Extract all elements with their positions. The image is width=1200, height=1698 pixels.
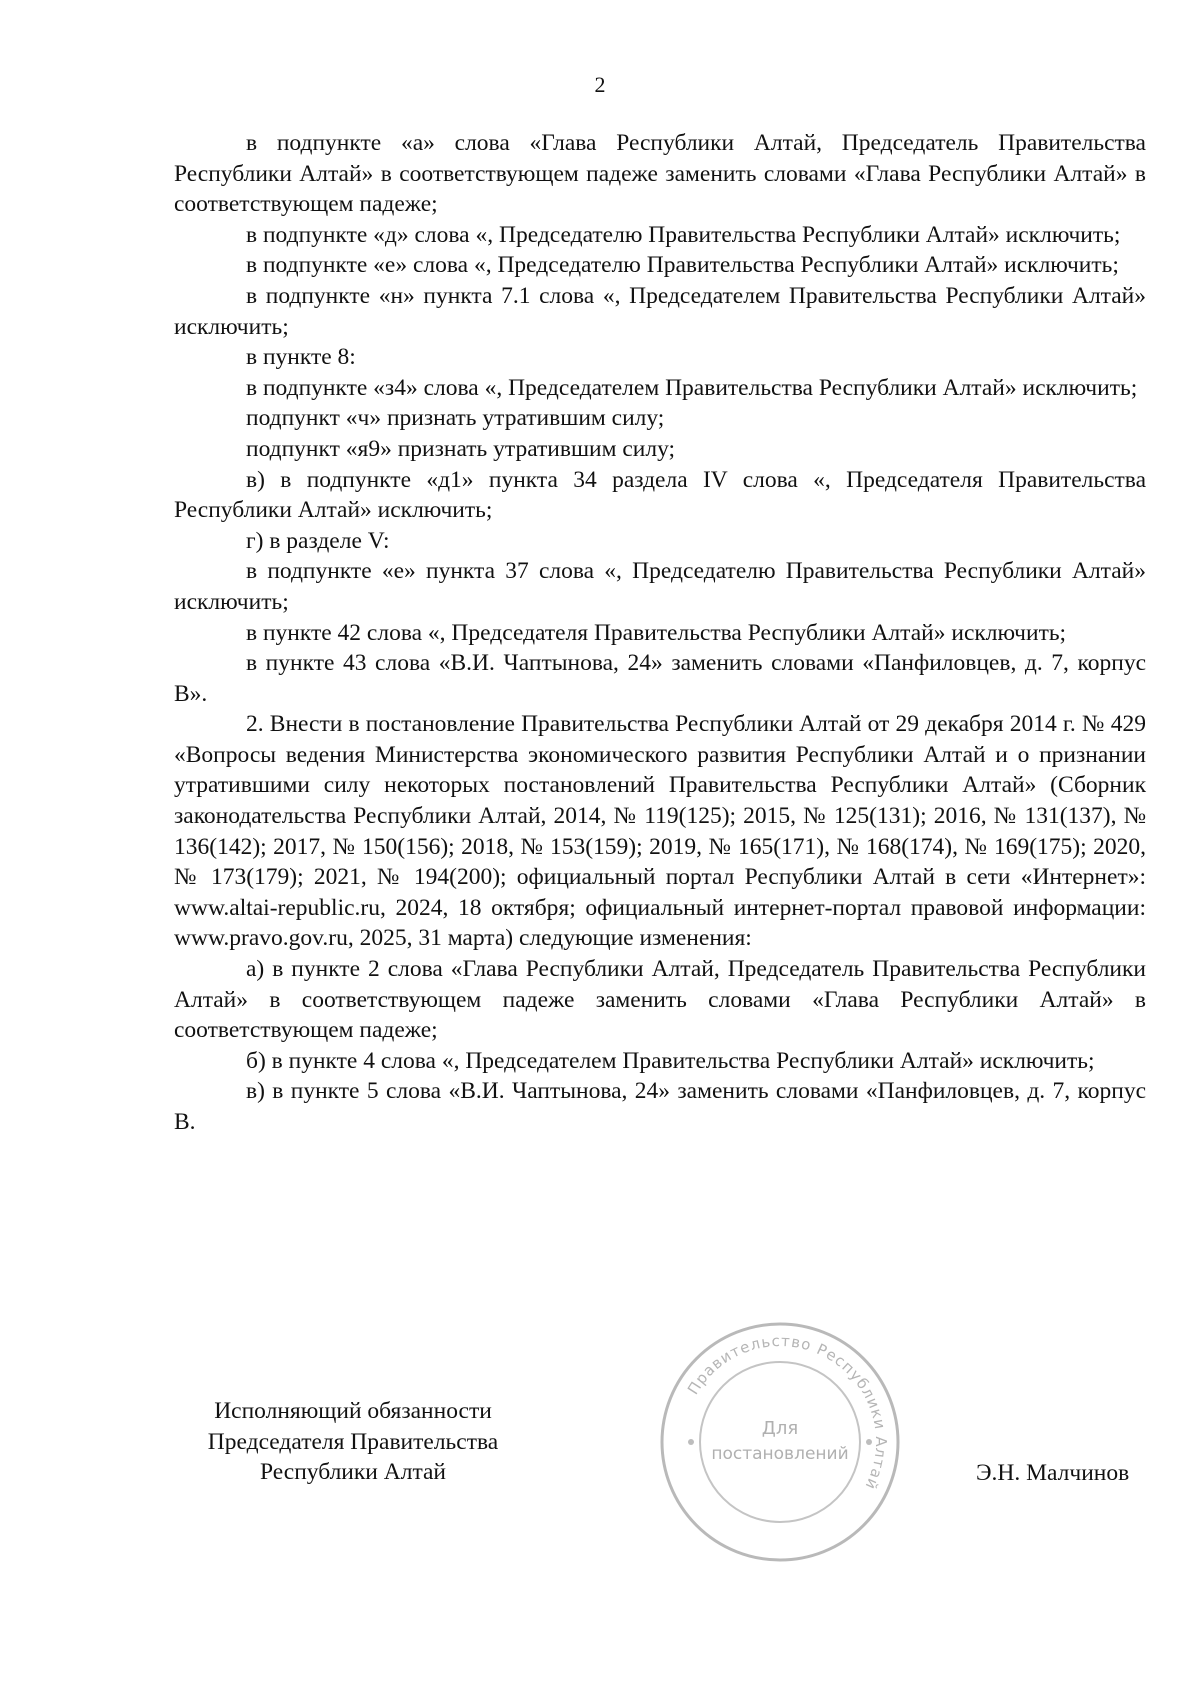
signatory-position: [180, 1396, 526, 1488]
paragraph: в пункте 42 слова «, Председателя Правительства Республики Алтай» исключить;: [246, 619, 1067, 646]
paragraph: в подпункте «а» слова «Глава Республики Алтай, Председатель Правительства Республики Алтай» в соответствующем падеже заменить словами «Глава Республики Алтай» в соответствующем падеже;: [174, 130, 1146, 218]
paragraph: в подпункте «н» пункта 7.1 слова «, Председателем Правительства Республики Алтай» исключить;: [174, 282, 1146, 340]
page-number: 2: [594, 72, 606, 97]
paragraph: а) в пункте 2 слова «Глава Республики Алтай, Председатель Правительства Республики Алтай» в соответствующем падеже заменить словами «Глава Республики Алтай» в соответствующем падеже;: [174, 956, 1146, 1044]
signatory-position-line: Председателя Правительства: [207, 1428, 499, 1455]
seal-outer-ring: [662, 1324, 898, 1560]
seal-stamp-icon: [656, 1318, 904, 1566]
paragraph: в подпункте «д» слова «, Председателю Правительства Республики Алтай» исключить;: [246, 221, 1121, 248]
paragraph: подпункт «ч» признать утратившим силу;: [246, 405, 665, 432]
seal-inner-ring: [700, 1362, 860, 1522]
paragraph: б) в пункте 4 слова «, Председателем Правительства Республики Алтай» исключить;: [246, 1047, 1095, 1074]
seal-dot-left: [688, 1439, 694, 1445]
paragraph: г) в разделе V:: [246, 527, 390, 554]
seal-dot-right: [866, 1439, 872, 1445]
signatory-position-line: Республики Алтай: [259, 1459, 447, 1485]
paragraph: подпункт «я9» признать утратившим силу;: [246, 435, 676, 462]
document-body: [174, 128, 1146, 1138]
paragraph: 2. Внести в постановление Правительства Республики Алтай от 29 декабря 2014 г. № 429 «Вопросы ведения Министерства экономического развития Республики Алтай и о признании утратившими силу некоторых постановлений Правительства Республики Алтай» (Сборник законодательства Республики Алтай, 2014, № 119(125); 2015, № 125(131); 2016, № 131(137), № 136(142); 2017, № 150(156); 2018, № 153(159); 2019, № 165(171), № 168(174), № 169(175); 2020, № 173(179); 2021, № 194(200); официальный портал Республики Алтай в сети «Интернет»: www.altai-republic.ru, 2024, 18 октября; официальный интернет-портал правовой информации: www.pravo.gov.ru, 2025, 31 марта) следующие изменения:: [174, 711, 1146, 952]
paragraph: в подпункте «е» слова «, Председателю Правительства Республики Алтай» исключить;: [246, 252, 1119, 279]
signatory-position-line: Исполняющий обязанности: [214, 1398, 492, 1424]
official-seal: [656, 1318, 904, 1566]
seal-center-line-2: постановлений: [711, 1444, 849, 1464]
paragraph: в подпункте «з4» слова «, Председателем Правительства Республики Алтай» исключить;: [246, 374, 1138, 401]
paragraph: в подпункте «е» пункта 37 слова «, Председателю Правительства Республики Алтай» исключить;: [174, 558, 1146, 615]
paragraph: в) в подпункте «д1» пункта 34 раздела IV слова «, Председателя Правительства Республики Алтай» исключить;: [174, 466, 1146, 524]
paragraph: в пункте 8:: [246, 344, 356, 371]
seal-center-line-1: Для: [761, 1418, 799, 1439]
seal-ring-text-path: Правительство Республики Алтай: [683, 1331, 891, 1494]
paragraph: в) в пункте 5 слова «В.И. Чаптынова, 24» заменить словами «Панфиловцев, д. 7, корпус В.: [174, 1078, 1146, 1135]
paragraph: в пункте 43 слова «В.И. Чаптынова, 24» заменить словами «Панфиловцев, д. 7, корпус В».: [174, 650, 1146, 707]
signatory-name: Э.Н. Малчинов: [976, 1460, 1130, 1486]
